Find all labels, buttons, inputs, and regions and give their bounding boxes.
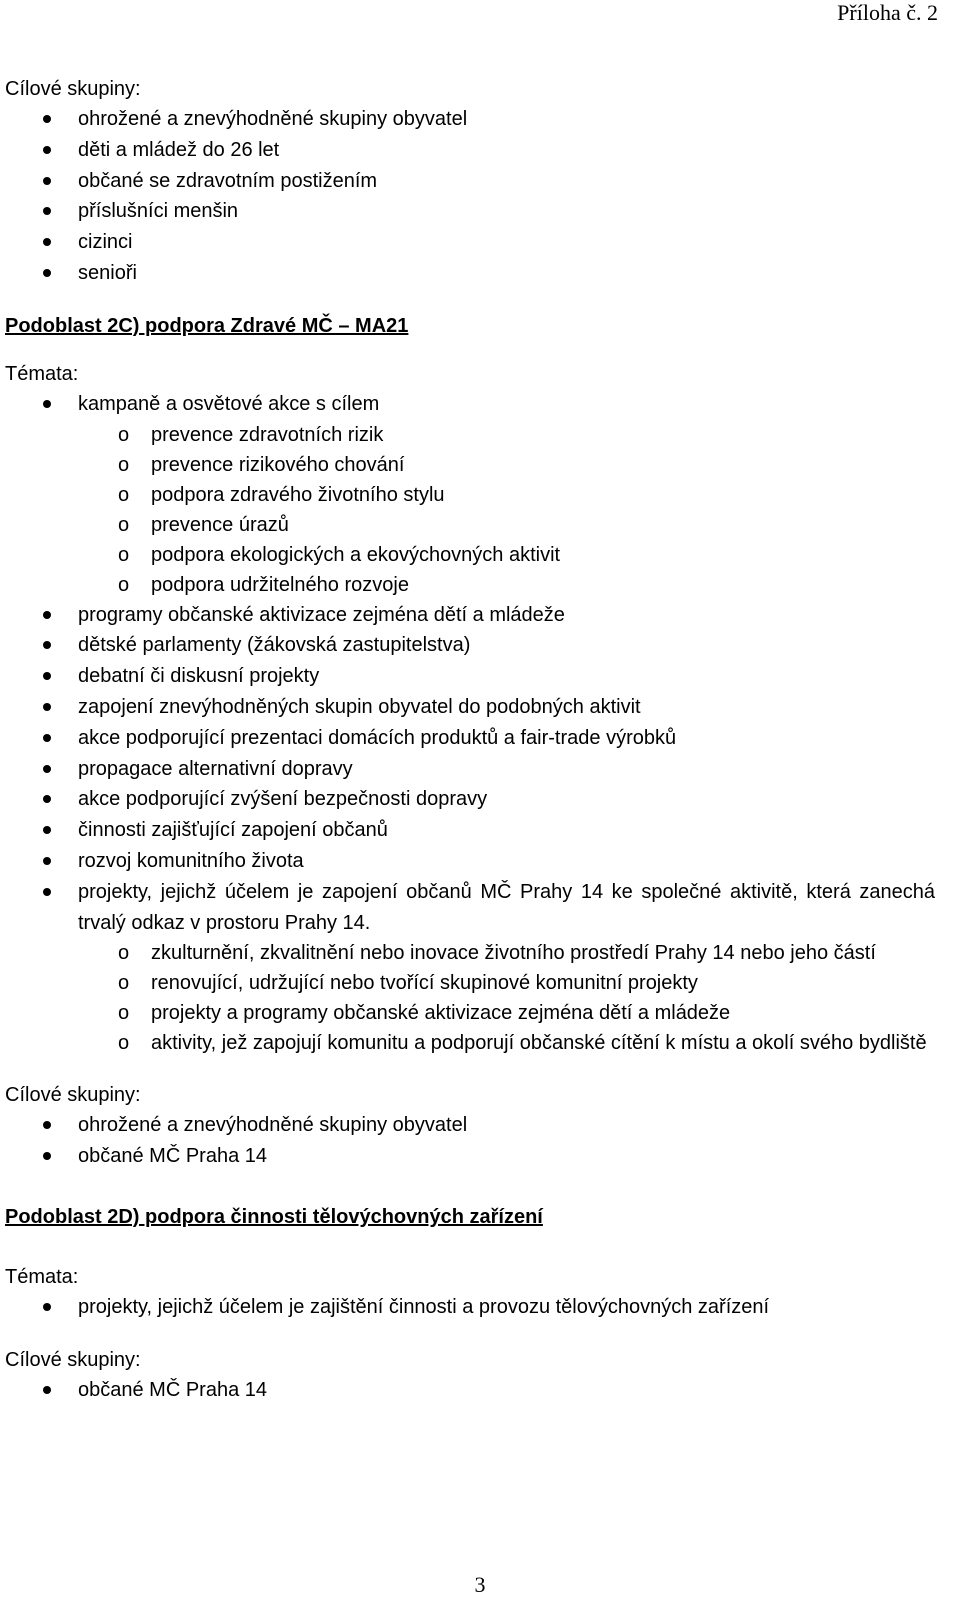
list-item: debatní či diskusní projekty	[5, 661, 935, 692]
list-item: rozvoj komunitního života	[5, 846, 935, 877]
list-item: ohrožené a znevýhodněné skupiny obyvatel	[5, 104, 935, 135]
target-groups-label: Cílové skupiny:	[5, 1348, 141, 1371]
list-item: zapojení znevýhodněných skupin obyvatel do podobných aktivit	[5, 692, 935, 723]
list-item-text: kampaně a osvětové akce s cílem	[78, 392, 380, 415]
sub-list-item: o zkulturnění, zkvalitnění nebo inovace životního prostředí Prahy 14 nebo jeho částí	[8, 938, 935, 968]
themes-list	[5, 389, 935, 1059]
list-item: občané se zdravotním postižením	[5, 166, 935, 197]
list-item: občané MČ Praha 14	[5, 1375, 935, 1406]
sub-list-item: o prevence rizikového chování	[8, 450, 935, 480]
list-item: programy občanské aktivizace zejména dětí a mládeže	[5, 600, 935, 631]
sub-list-item: o aktivity, jež zapojují komunitu a podporují občanské cítění k místu a okolí svého bydliště	[8, 1028, 935, 1058]
list-item: propagace alternativní dopravy	[5, 754, 935, 785]
list-item: projekty, jejichž účelem je zajištění činnosti a provozu tělovýchovných zařízení	[5, 1292, 935, 1323]
sub-list-item: o podpora udržitelného rozvoje	[8, 570, 935, 600]
list-item: činnosti zajišťující zapojení občanů	[5, 815, 935, 846]
sub-list-item: o prevence zdravotních rizik	[8, 420, 935, 450]
list-item	[5, 877, 935, 1059]
target-groups-label: Cílové skupiny:	[5, 1084, 141, 1107]
themes-list	[5, 1292, 935, 1323]
attachment-label: Příloha č. 2	[837, 0, 938, 25]
section-heading-2d: Podoblast 2D) podpora činnosti tělovýchovných zařízení	[5, 1205, 543, 1228]
sub-list-item: o prevence úrazů	[8, 510, 935, 540]
page-number: 3	[474, 1572, 486, 1597]
list-item: příslušníci menšin	[5, 196, 935, 227]
list-item: ohrožené a znevýhodněné skupiny obyvatel	[5, 1110, 935, 1141]
document-body	[5, 74, 935, 1406]
sub-list-item: o podpora zdravého životního stylu	[8, 480, 935, 510]
target-groups-list	[5, 104, 935, 289]
sub-list	[78, 420, 935, 600]
target-groups-list	[5, 1375, 935, 1406]
themes-label: Témata:	[5, 1265, 79, 1288]
list-item: děti a mládež do 26 let	[5, 135, 935, 166]
sub-list-item: o projekty a programy občanské aktivizace zejména dětí a mládeže	[8, 998, 935, 1028]
themes-label: Témata:	[5, 362, 79, 385]
sub-list-item: o podpora ekologických a ekovýchovných aktivit	[8, 540, 935, 570]
list-item-text: projekty, jejichž účelem je zapojení občanů MČ Prahy 14 ke společné aktivitě, která zanechá trvalý odkaz v prostoru Prahy 14.	[78, 880, 935, 934]
list-item: akce podporující zvýšení bezpečnosti dopravy	[5, 784, 935, 815]
target-groups-list	[5, 1110, 935, 1172]
sub-list	[78, 938, 935, 1058]
section-heading-2c: Podoblast 2C) podpora Zdravé MČ – MA21	[5, 314, 409, 337]
list-item: senioři	[5, 258, 935, 289]
list-item: občané MČ Praha 14	[5, 1141, 935, 1172]
list-item: cizinci	[5, 227, 935, 258]
list-item: dětské parlamenty (žákovská zastupitelstva)	[5, 630, 935, 661]
sub-list-item: o renovující, udržující nebo tvořící skupinové komunitní projekty	[8, 968, 935, 998]
list-item	[5, 389, 935, 600]
list-item: akce podporující prezentaci domácích produktů a fair-trade výrobků	[5, 723, 935, 754]
target-groups-label: Cílové skupiny:	[5, 78, 141, 100]
